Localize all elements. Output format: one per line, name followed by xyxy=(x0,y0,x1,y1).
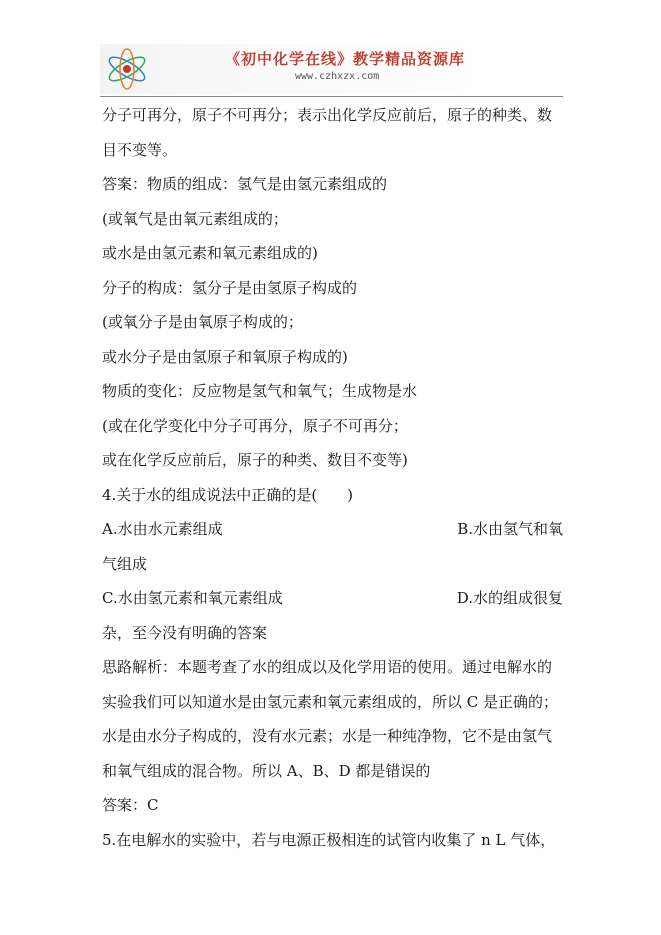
header-banner xyxy=(100,44,563,94)
document-body xyxy=(102,98,563,857)
text-line: 物质的变化：反应物是氢气和氧气；生成物是水 xyxy=(102,382,418,400)
text-line: 分子的构成：氢分子是由氢原子构成的 xyxy=(102,278,358,297)
analysis-line: 实验我们可以知道水是由氢元素和氧元素组成的，所以 C 是正确的； xyxy=(102,692,559,711)
option-c: C.水由氢元素和氧元素组成 xyxy=(102,589,283,607)
site-title: 《初中化学在线》教学精品资源库 xyxy=(225,50,466,68)
option-d: D.水的组成很复 xyxy=(456,589,563,607)
analysis-line: 水是由水分子构成的，没有水元素；水是一种纯净物，它不是由氢气 xyxy=(102,727,553,745)
analysis-line: 思路解析：本题考查了水的组成以及化学用语的使用。通过电解水的 xyxy=(102,658,553,676)
site-url: www.czhxzx.com xyxy=(295,71,380,82)
text-line: 目不变等。 xyxy=(102,140,178,159)
option-b-continued: 气组成 xyxy=(102,554,148,573)
option-b: B.水由氢气和氧 xyxy=(457,520,563,538)
header-divider xyxy=(100,96,563,97)
question-4: 4.关于水的组成说法中正确的是( ) xyxy=(102,485,354,504)
option-a: A.水由水元素组成 xyxy=(102,520,223,538)
text-line: 或在化学反应前后，原子的种类、数目不变等) xyxy=(102,451,408,469)
answer-line: 答案：C xyxy=(102,796,159,814)
text-line: (或氧气是由氧元素组成的； xyxy=(102,209,288,228)
options-row-ab xyxy=(102,512,563,547)
analysis-line: 和氧气组成的混合物。所以 A、B、D 都是错误的 xyxy=(102,761,431,780)
text-line: 分子可再分，原子不可再分；表示出化学反应前后，原子的种类、数 xyxy=(102,106,553,124)
text-line: 或水分子是由氢原子和氧原子构成的) xyxy=(102,347,348,366)
text-line: (或氧分子是由氧原子构成的； xyxy=(102,313,303,331)
text-line: (或在化学变化中分子可再分，原子不可再分； xyxy=(102,416,408,435)
atom-logo-icon xyxy=(104,46,150,92)
option-d-continued: 杂，至今没有明确的答案 xyxy=(102,623,268,642)
question-5: 5.在电解水的实验中，若与电源正极相连的试管内收集了 n L 气体， xyxy=(102,830,556,849)
text-line: 或水是由氢元素和氧元素组成的) xyxy=(102,244,318,262)
answer-line: 答案：物质的组成：氢气是由氢元素组成的 xyxy=(102,175,388,193)
options-row-cd xyxy=(102,581,563,616)
